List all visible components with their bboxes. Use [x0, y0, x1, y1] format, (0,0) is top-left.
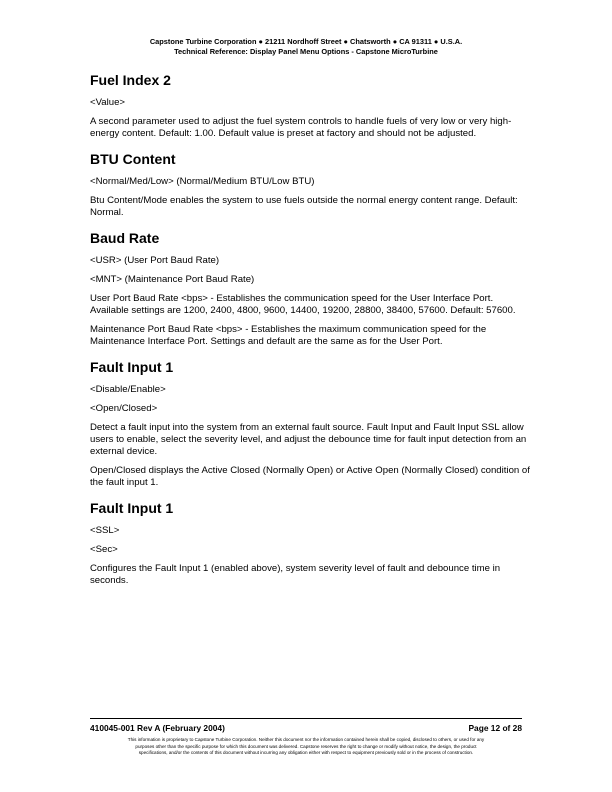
section-title: Fuel Index 2: [90, 72, 171, 88]
section-baud-rate: [90, 230, 530, 348]
section-btu-content: [90, 151, 530, 219]
section-paragraph: <Open/Closed>: [90, 403, 158, 414]
header-company-line: Capstone Turbine Corporation ● 21211 Nordhoff Street ● Chatsworth ● CA 91311 ● U.S.A.: [149, 37, 463, 46]
disclaimer-line: specifications, and/or the contents of this document without incurring any obligation either with respect to equipment previously sold or in the process of construction.: [138, 750, 474, 756]
section-paragraph: <Disable/Enable>: [90, 384, 166, 395]
section-paragraph: <MNT> (Maintenance Port Baud Rate): [90, 274, 255, 285]
proprietary-disclaimer: [60, 737, 552, 757]
section-fault-input-1-ssl: [90, 500, 530, 587]
section-paragraph: <Normal/Med/Low> (Normal/Medium BTU/Low BTU): [90, 176, 315, 187]
section-paragraph: Btu Content/Mode enables the system to use fuels outside the normal energy content range. Default: Normal.: [90, 195, 518, 218]
disclaimer-line: This information is proprietary to Capstone Turbine Corporation. Neither this document nor the information contained herein shall be copied, disclosed to others, or used for any: [127, 737, 485, 742]
section-paragraph: Maintenance Port Baud Rate <bps> - Establishes the maximum communication speed for the Maintenance Interface Port. Settings and default are the same as for the User Port.: [90, 324, 487, 347]
page-header: [0, 37, 612, 57]
section-paragraph: Configures the Fault Input 1 (enabled above), system severity level of fault and debounce time in seconds.: [90, 563, 501, 586]
main-content: [90, 72, 530, 598]
section-title: Fault Input 1: [90, 359, 174, 375]
section-paragraph: A second parameter used to adjust the fuel system controls to handle fuels of very low or very high-energy content. Default: 1.00. Default value is preset at factory and should not be adjusted.: [90, 116, 512, 139]
section-title: Baud Rate: [90, 230, 160, 246]
document-id: 410045-001 Rev A (February 2004): [90, 723, 225, 733]
disclaimer-line: purposes other than the specific purpose for which this document was delivered. Capstone reserves the right to change or modify without notice, the design, the product: [135, 743, 477, 749]
section-title: Fault Input 1: [90, 500, 174, 516]
section-fuel-index-2: [90, 72, 530, 140]
section-paragraph: <SSL>: [90, 525, 120, 536]
section-paragraph: <Sec>: [90, 544, 118, 555]
section-paragraph: <Value>: [90, 97, 126, 108]
section-paragraph: Detect a fault input into the system from an external fault source. Fault Input and Fault Input SSL allow users to enable, select the severity level, and adjust the debounce time for fault input detection from an external device.: [90, 422, 527, 457]
section-paragraph: Open/Closed displays the Active Closed (Normally Open) or Active Open (Normally Closed) condition of the fault input 1.: [90, 465, 530, 488]
section-paragraph: User Port Baud Rate <bps> - Establishes the communication speed for the User Interface Port. Available settings are 1200, 2400, 4800, 9600, 14400, 19200, 28800, 38400, 57600. Default: 57600.: [90, 293, 516, 316]
page-number: Page 12 of 28: [468, 723, 522, 733]
section-paragraph: <USR> (User Port Baud Rate): [90, 255, 220, 266]
section-title: BTU Content: [90, 151, 176, 167]
header-reference-line: Technical Reference: Display Panel Menu Options - Capstone MicroTurbine: [174, 47, 438, 56]
footer-divider: [90, 718, 522, 719]
section-fault-input-1: [90, 359, 530, 489]
page-footer: [90, 723, 522, 733]
